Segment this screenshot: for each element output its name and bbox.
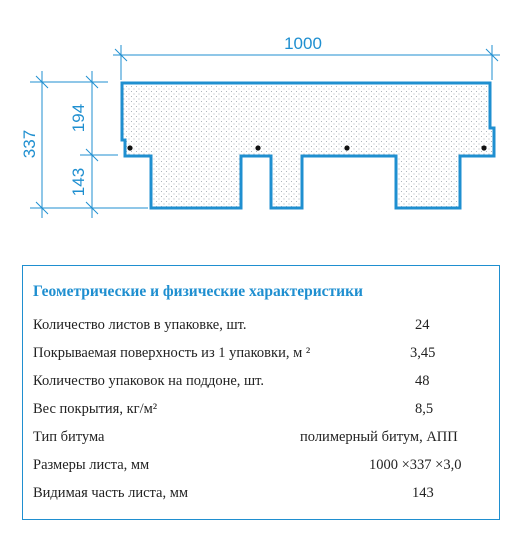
- nail-dot: [344, 145, 349, 150]
- nail-dot: [127, 145, 132, 150]
- spec-row-label: Покрываемая поверхность из 1 упаковки, м ²: [33, 345, 311, 361]
- spec-row-value: 24: [415, 317, 430, 333]
- spec-row-label: Видимая часть листа, мм: [33, 485, 189, 501]
- spec-row: [23, 457, 499, 485]
- spec-row: [23, 429, 499, 457]
- spec-title: Геометрические и физические характеристики: [33, 283, 363, 300]
- spec-row: [23, 485, 499, 513]
- spec-row-label: Вес покрытия, кг/м²: [33, 401, 158, 417]
- width-label: 1000: [284, 34, 322, 53]
- spec-row: [23, 373, 499, 401]
- spec-row: [23, 345, 499, 373]
- spec-row-value: 1000 ×337 ×3,0: [369, 457, 462, 473]
- spec-row-label: Количество упаковок на поддоне, шт.: [33, 373, 265, 389]
- nail-dot: [255, 145, 260, 150]
- spec-row-value: 48: [415, 373, 430, 389]
- upper-height-label: 194: [69, 103, 88, 133]
- lower-height-label: 143: [69, 167, 88, 197]
- spec-row-value: 8,5: [415, 401, 434, 417]
- shingle-drawing: [0, 0, 520, 260]
- spec-table: [22, 265, 500, 520]
- spec-row-label: Размеры листа, мм: [33, 457, 150, 473]
- total-height-label: 337: [20, 129, 39, 159]
- spec-row-label: Тип битума: [33, 429, 105, 445]
- shingle-sheet-outline: [122, 83, 494, 208]
- nail-dot: [481, 145, 486, 150]
- spec-row-value: 3,45: [410, 345, 436, 361]
- spec-row-value: полимерный битум, АПП: [300, 429, 458, 445]
- spec-row-value: 143: [412, 485, 434, 501]
- spec-row: [23, 401, 499, 429]
- spec-row-label: Количество листов в упаковке, шт.: [33, 317, 247, 333]
- spec-row: [23, 317, 499, 345]
